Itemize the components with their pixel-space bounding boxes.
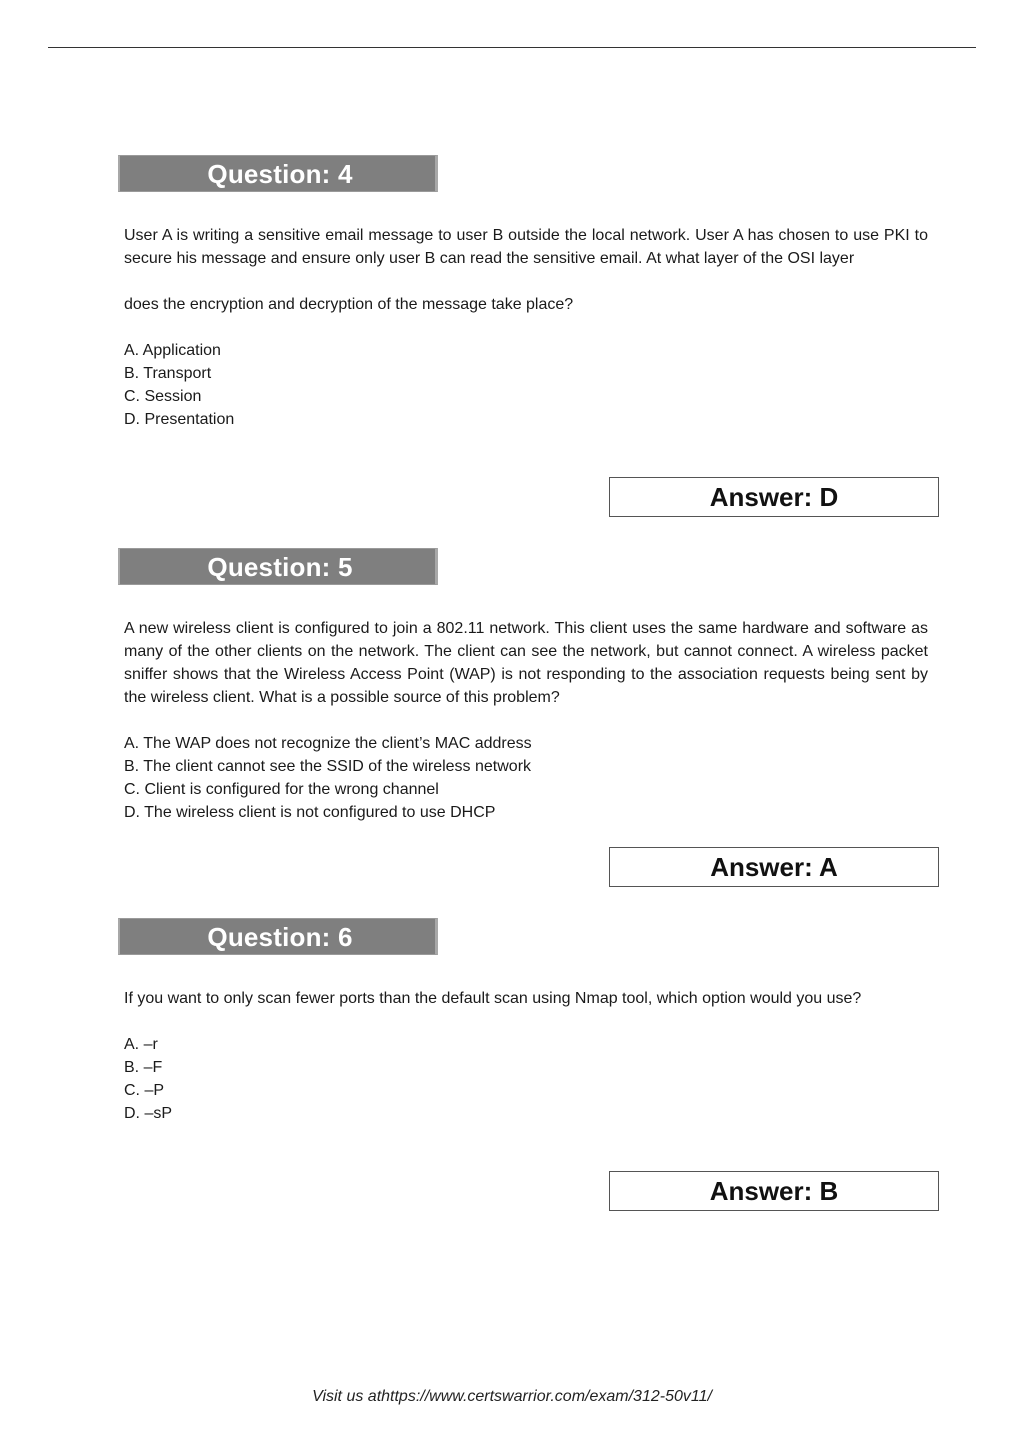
top-rule [48,47,976,48]
answer-box-6 [609,1171,939,1211]
answer-box-5 [609,847,939,887]
answer-label: Answer: D [709,482,839,512]
option-c: C. Session [124,388,202,405]
option-d: D. The wireless client is not configured to use DHCP [124,804,496,821]
answer-label: Answer: B [709,1176,839,1206]
answer-box-4 [609,477,939,517]
option-b: B. –F [124,1059,163,1076]
option-c: C. Client is configured for the wrong channel [124,781,439,798]
question-text-continued: does the encryption and decryption of the message take place? [124,296,574,313]
question-text: User A is writing a sensitive email message to user B outside the local network. User A has chosen to use PKI to secure his message and ensure only user B can read the sensitive email. At what layer of the OSI layer [124,227,928,267]
question-body-4 [124,224,928,431]
question-title: Question: 6 [207,922,353,952]
answer-options [124,1033,928,1125]
answer-label: Answer: A [710,852,838,882]
question-header-6 [118,918,438,955]
question-body-5 [124,617,928,824]
question-text: A new wireless client is configured to join a 802.11 network. This client uses the same hardware and software as many of the other clients on the network. The client can see the network, but cannot connect. A wireless packet sniffer shows that the Wireless Access Point (WAP) is not responding to the association requests being sent by the wireless client. What is a possible source of this problem? [124,620,928,706]
option-d: D. –sP [124,1105,173,1122]
option-a: A. The WAP does not recognize the client’s MAC address [124,735,532,752]
question-header-5 [118,548,438,585]
option-b: B. The client cannot see the SSID of the wireless network [124,758,532,775]
option-a: A. –r [124,1036,158,1053]
question-body-6 [124,987,928,1125]
answer-options [124,732,928,824]
answer-options [124,339,928,431]
question-title: Question: 5 [207,552,353,582]
option-c: C. –P [124,1082,165,1099]
option-a: A. Application [124,342,221,359]
option-b: B. Transport [124,365,212,382]
footer-link[interactable]: Visit us athttps://www.certswarrior.com/exam/312-50v11/ [312,1388,712,1405]
option-d: D. Presentation [124,411,235,428]
question-text: If you want to only scan fewer ports than the default scan using Nmap tool, which option would you use? [124,990,862,1007]
question-title: Question: 4 [207,159,353,189]
question-header-4 [118,155,438,192]
